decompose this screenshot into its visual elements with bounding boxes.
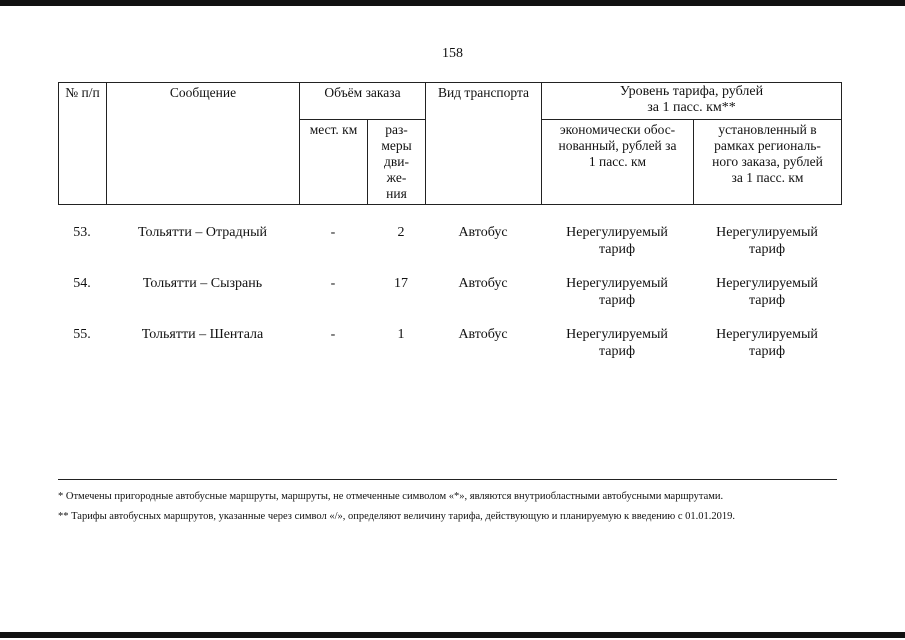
table-header: [58, 82, 842, 205]
page-number: 158: [442, 46, 463, 61]
table-row: [58, 267, 841, 318]
row-route: Тольятти – Шентала: [141, 327, 264, 342]
row-distance: -: [330, 327, 336, 342]
row-num: 54.: [73, 276, 91, 291]
row-tariff-established: Нерегулируемый тариф: [716, 327, 818, 359]
header-tariff-level: Уровень тарифа, рублей за 1 пасс. км**: [542, 83, 842, 120]
top-border: [0, 0, 905, 6]
row-frequency: 1: [397, 327, 405, 342]
row-route: Тольятти – Сызрань: [142, 276, 263, 291]
header-tariff-economic: экономически обос- нованный, рублей за 1 пасс. км: [542, 120, 694, 205]
footnote-2: ** Тарифы автобусных маршрутов, указанные через символ «/», определяют величину тарифа, действующую и планируемую к введению с 01.01.2019.: [58, 511, 736, 522]
header-distance-km: мест. км: [300, 120, 368, 205]
header-tariff-established: установленный в рамках региональ- ного заказа, рублей за 1 пасс. км: [694, 120, 842, 205]
header-route: Сообщение: [107, 83, 300, 205]
header-num: № п/п: [59, 83, 107, 205]
header-order-volume: Объём заказа: [300, 83, 426, 120]
row-frequency: 2: [397, 225, 405, 240]
row-num: 55.: [73, 327, 91, 342]
footnote-divider: [58, 479, 837, 480]
table-body: [58, 216, 841, 369]
header-transport-type: Вид транспорта: [426, 83, 542, 205]
row-tariff-established: Нерегулируемый тариф: [716, 225, 818, 257]
bottom-border: [0, 632, 905, 638]
row-transport: Автобус: [458, 276, 508, 291]
row-tariff-established: Нерегулируемый тариф: [716, 276, 818, 308]
row-tariff-economic: Нерегулируемый тариф: [566, 327, 668, 359]
header-frequency: раз- меры дви- же- ния: [368, 120, 426, 205]
footnote-1: * Отмечены пригородные автобусные маршруты, маршруты, не отмеченные символом «*», являются внутриобластными автобусными маршрутами.: [58, 491, 724, 502]
row-frequency: 17: [394, 276, 408, 291]
row-transport: Автобус: [458, 225, 508, 240]
row-num: 53.: [73, 225, 91, 240]
row-tariff-economic: Нерегулируемый тариф: [566, 276, 668, 308]
row-route: Тольятти – Отрадный: [138, 225, 267, 240]
table-row: [58, 318, 841, 369]
footnotes: [58, 488, 838, 528]
row-tariff-economic: Нерегулируемый тариф: [566, 225, 668, 257]
row-transport: Автобус: [458, 327, 508, 342]
row-distance: -: [330, 225, 336, 240]
table-row: [58, 216, 841, 267]
row-distance: -: [330, 276, 336, 291]
